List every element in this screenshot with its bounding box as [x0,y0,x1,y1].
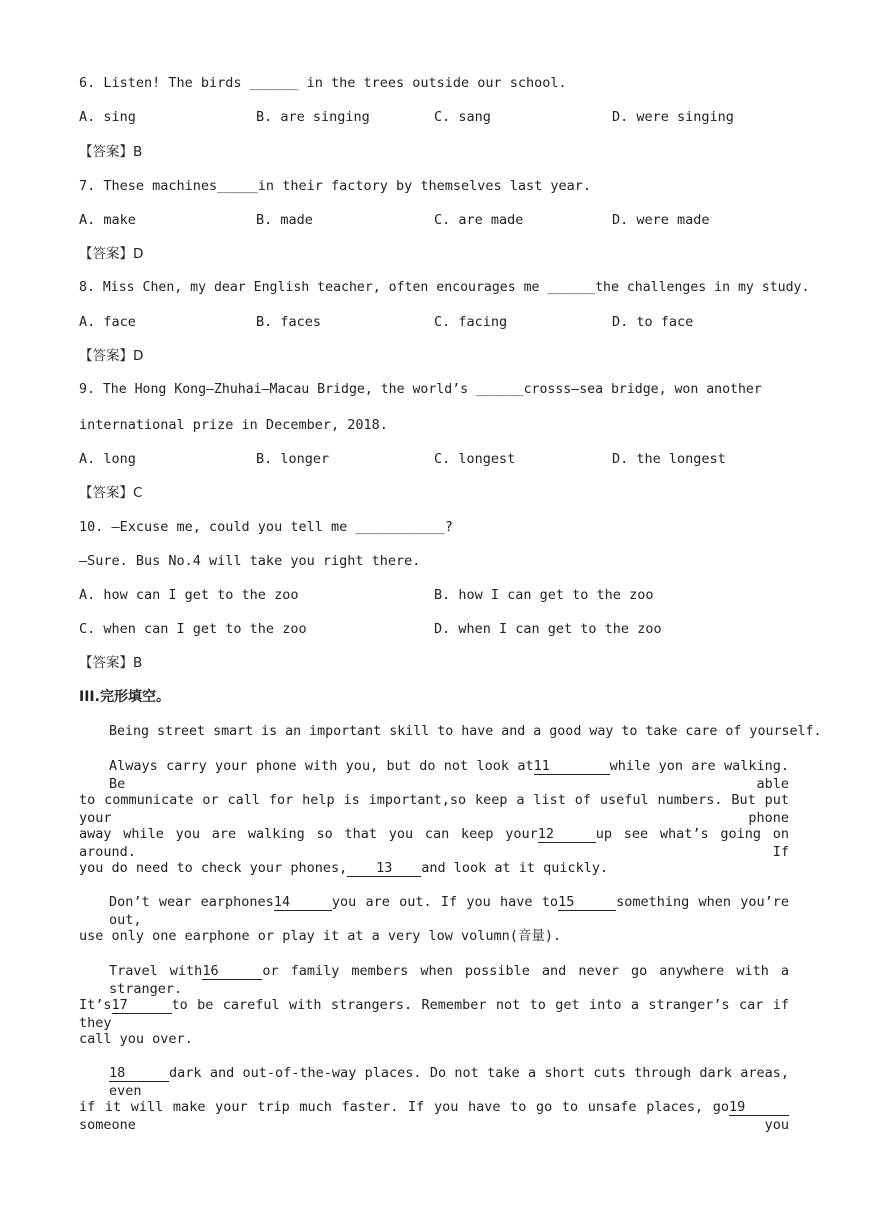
question-9-stem-line-2: international prize in December, 2018. [79,417,388,433]
question-7-answer: 【答案】D [79,246,144,262]
blank-16[interactable]: 16 [202,964,262,980]
blank-14[interactable]: 14 [274,895,332,911]
passage-line: to communicate or call for help is important,so keep a list of useful numbers. But put your phone [79,792,789,826]
passage-line: away while you are walking so that you can keep your12 up see what’s going on around. If [79,826,790,860]
passage-line: It’s17 to be careful with strangers. Remember not to get into a stranger’s car if they [79,997,789,1031]
passage-line: use only one earphone or play it at a very low volumn(音量). [79,928,562,944]
question-10-stem-line-2: —Sure. Bus No.4 will take you right there. [79,553,421,569]
question-10-answer: 【答案】B [79,655,143,671]
blank-12[interactable]: 12 [538,827,596,843]
question-8-option-d: D. to face [612,314,694,330]
passage-line: you do need to check your phones, 13 and look at it quickly. [79,860,609,876]
question-7-option-b: B. made [256,212,313,228]
section-heading: III.完形填空。 [79,689,170,705]
blank-11[interactable]: 11 [534,759,610,775]
question-8-stem: 8. Miss Chen, my dear English teacher, often encourages me ______the challenges in my study. [79,280,810,295]
question-6-option-b: B. are singing [256,109,370,125]
question-8-option-a: A. face [79,314,136,330]
question-7-option-d: D. were made [612,212,710,228]
question-9-option-b: B. longer [256,451,330,467]
passage-line: if it will make your trip much faster. If you have to go to unsafe places, go19someone you [79,1099,789,1133]
question-7-stem: 7. These machines_____in their factory by themselves last year. [79,178,592,194]
question-10-option-c: C. when can I get to the zoo [79,621,307,637]
question-8-option-c: C. facing [434,314,508,330]
question-7-option-c: C. are made [434,212,524,228]
passage-line: call you over. [79,1031,193,1047]
question-8-answer: 【答案】D [79,348,144,364]
question-8-option-b: B. faces [256,314,322,330]
question-10-option-a: A. how can I get to the zoo [79,587,299,603]
question-9-option-d: D. the longest [612,451,726,467]
question-7-option-a: A. make [79,212,136,228]
blank-15[interactable]: 15 [558,895,616,911]
question-9-stem-line-1: 9. The Hong Kong—Zhuhai—Macau Bridge, the world’s ______crosss—sea bridge, won another [79,382,762,397]
question-10-stem-line-1: 10. —Excuse me, could you tell me ___________? [79,519,453,535]
passage-line: 18 dark and out-of-the-way places. Do not take a short cuts through dark areas, even [109,1065,789,1099]
question-9-option-c: C. longest [434,451,516,467]
blank-17[interactable]: 17 [112,998,172,1014]
question-9-option-a: A. long [79,451,136,467]
question-6-option-d: D. were singing [612,109,734,125]
question-10-option-b: B. how I can get to the zoo [434,587,654,603]
question-6-option-c: C. sang [434,109,491,125]
passage-line: Don’t wear earphones14 you are out. If you have to15 something when you’re out, [109,894,790,928]
question-6-answer: 【答案】B [79,144,143,160]
blank-19[interactable]: 19 [729,1100,789,1116]
question-9-answer: 【答案】C [79,485,143,501]
blank-13[interactable]: 13 [347,861,421,877]
question-10-option-d: D. when I can get to the zoo [434,621,662,637]
question-6-stem: 6. Listen! The birds ______ in the trees outside our school. [79,75,567,91]
question-6-option-a: A. sing [79,109,136,125]
passage-paragraph-1: Being street smart is an important skill to have and a good way to take care of yourself. [109,724,822,739]
blank-18[interactable]: 18 [109,1066,169,1082]
passage-line: Travel with16 or family members when possible and never go anywhere with a stranger. [109,963,789,997]
passage-line: Always carry your phone with you, but do not look at11 while yon are walking. Be able [109,758,790,792]
